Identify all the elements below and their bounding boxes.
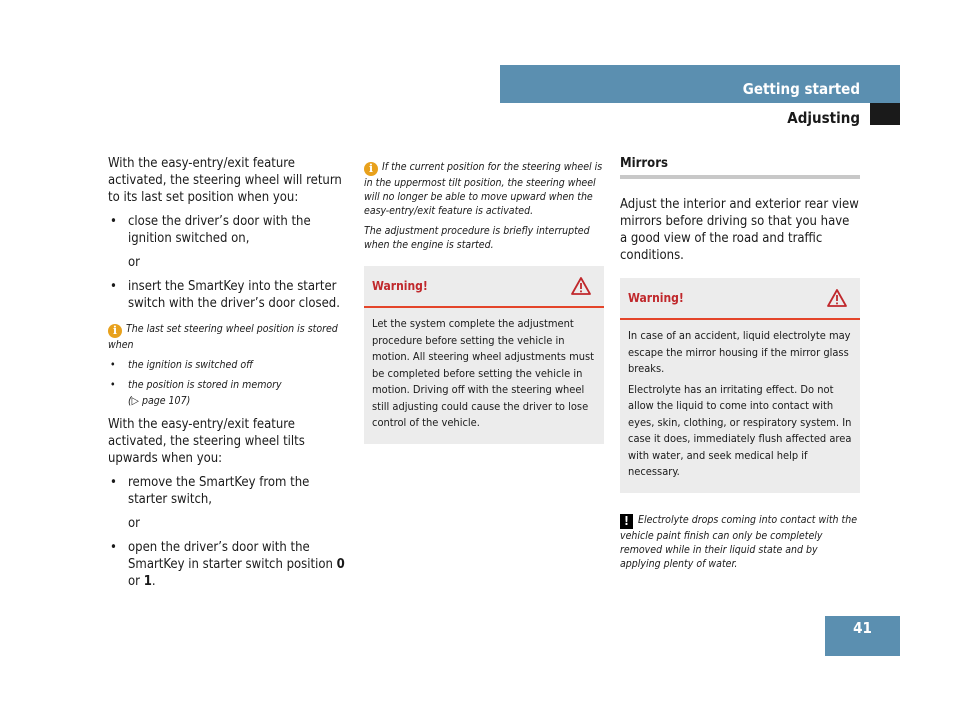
- warning-box: [620, 278, 860, 493]
- mirrors-heading: Mirrors: [620, 156, 668, 171]
- list-item: • close the driver’s door with the ignition switched on,: [110, 214, 311, 246]
- intro-paragraph: With the easy-entry/exit feature activated, the steering wheel will return to its last set position when you:: [108, 156, 342, 205]
- info-note: i The last set steering wheel position is stored when • the ignition is switched off • the position is stored in memory (▷ page 107): [108, 322, 350, 408]
- list-item: • open the driver’s door with the SmartKey in starter switch position 0 or 1.: [110, 540, 345, 589]
- warning-title: Warning!: [372, 279, 428, 293]
- or-text: or: [128, 516, 140, 531]
- info-icon: i: [108, 324, 122, 338]
- info-note: i If the current position for the steering wheel is in the uppermost tilt position, the steering wheel will no longer be able to move upward when the easy-entry/exit feature is activated. The adjustment procedure is briefly interrupted when the engine is started.: [364, 161, 603, 251]
- heading-rule: [620, 175, 860, 179]
- warning-header: [620, 278, 860, 320]
- column-left: [108, 155, 350, 597]
- info-icon: i: [364, 162, 378, 176]
- list-item: • insert the SmartKey into the starter switch with the driver’s door closed.: [110, 279, 340, 311]
- page-number: 41: [825, 616, 900, 656]
- note-list-item: • the ignition is switched off: [110, 359, 253, 371]
- section-title: Getting started: [742, 80, 860, 98]
- intro-paragraph-2: With the easy-entry/exit feature activated, the steering wheel tilts upwards when you:: [108, 417, 305, 466]
- mirrors-intro: Adjust the interior and exterior rear view mirrors before driving so that you have a good view of the road and traffic conditions.: [620, 197, 859, 263]
- warning-header: [364, 266, 604, 308]
- warning-triangle-icon: [570, 276, 592, 296]
- warning-text: Electrolyte has an irritating effect. Do not allow the liquid to come into contact with eyes, skin, clothing, or respiratory system. In case it does, immediately flush affected area with water, and seek medical help if necessary.: [628, 382, 852, 478]
- warning-box: [364, 266, 604, 444]
- note-list-item: • the position is stored in memory: [110, 379, 282, 391]
- exclamation-icon: !: [620, 514, 633, 529]
- warning-title: Warning!: [628, 291, 684, 305]
- page-reference-link[interactable]: (▷ page 107): [128, 395, 191, 407]
- subsection-title: Adjusting: [787, 109, 860, 127]
- or-text: or: [128, 255, 140, 270]
- caution-note: ! Electrolyte drops coming into contact with the vehicle paint finish can only be completely removed while in their liquid state and by applying plenty of water.: [620, 513, 858, 570]
- warning-text: Let the system complete the adjustment procedure before setting the vehicle in motion. All steering wheel adjustments must be completed before setting the vehicle in motion. Driving off with the steering wheel still adjusting could cause the driver to lose control of the vehicle.: [372, 317, 595, 429]
- warning-triangle-icon: [826, 288, 848, 308]
- column-middle: [364, 155, 606, 444]
- column-right: [620, 155, 860, 577]
- warning-text: In case of an accident, liquid electrolyte may escape the mirror housing if the mirror glass breaks.: [628, 329, 851, 375]
- header-marker: [870, 103, 900, 125]
- list-item: • remove the SmartKey from the starter switch,: [110, 475, 310, 507]
